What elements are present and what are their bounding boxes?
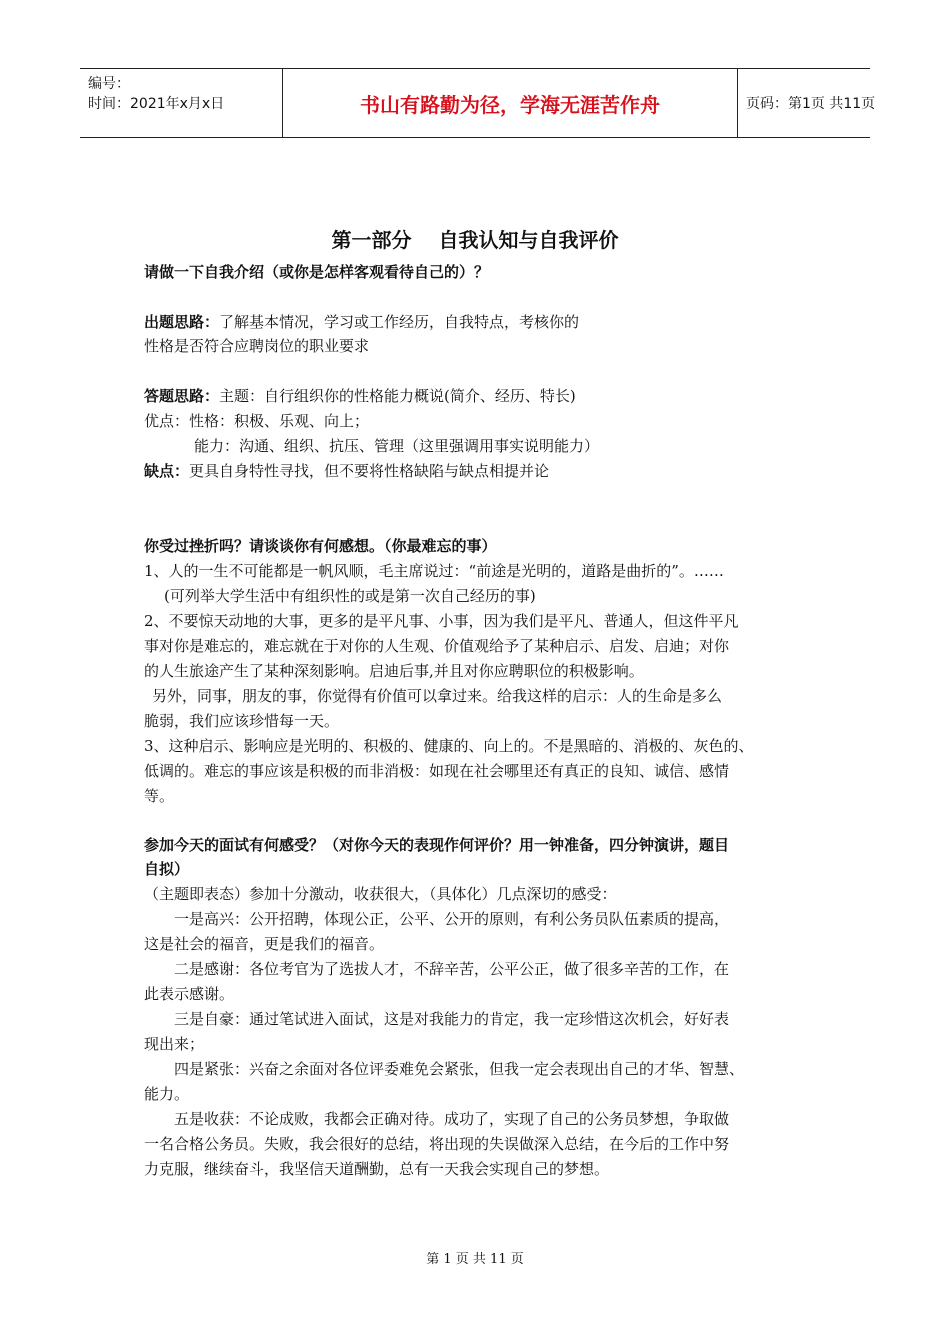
- number-label: 编号：: [88, 76, 130, 92]
- q2-line: 的人生旅途产生了某种深刻影响。启迪后事,并且对你应聘职位的积极影响。: [144, 662, 644, 680]
- q3-line: 五是收获：不论成败，我都会正确对待。成功了，实现了自己的公务员梦想，争取做: [174, 1110, 730, 1128]
- q2-line: 2、不要惊天动地的大事，更多的是平凡事、小事，因为我们是平凡、普通人，但这件平凡: [144, 612, 739, 630]
- q1-answer-text: 主题：自行组织你的性格能力概说(简介、经历、特长): [219, 387, 576, 405]
- q1-pros-line-1: 优点：性格：积极、乐观、向上；: [144, 412, 370, 430]
- date-label: 时间：2021年x月x日: [88, 96, 225, 112]
- q3-line: 三是自豪：通过笔试进入面试，这是对我能力的肯定，我一定珍惜这次机会，好好表: [174, 1010, 730, 1028]
- document-title: 第一部分 自我认知与自我评价: [331, 228, 619, 252]
- q3-line: 一是高兴：公开招聘，体现公正，公平、公开的原则，有利公务员队伍素质的提高，: [174, 910, 730, 928]
- q3-line: 力克服，继续奋斗，我坚信天道酬勤，总有一天我会实现自己的梦想。: [144, 1160, 610, 1178]
- q1-pros-line-2: 能力：沟通、组织、抗压、管理（这里强调用事实说明能力）: [194, 437, 600, 455]
- q1-answer-line: [144, 386, 576, 406]
- header-left-cell: [80, 69, 282, 137]
- q1-idea-text: 了解基本情况，学习或工作经历，自我特点，考核你的: [219, 313, 580, 331]
- q3-line: 这是社会的福音，更是我们的福音。: [144, 935, 385, 953]
- question-3-cont: 自拟）: [144, 860, 190, 878]
- q3-line: 一名合格公务员。失败，我会很好的总结，将出现的失误做深入总结，在今后的工作中努: [144, 1135, 730, 1153]
- q3-line: 此表示感谢。: [144, 985, 235, 1003]
- q1-cons-line: [144, 461, 549, 481]
- q1-cons-label: 缺点：: [144, 462, 190, 480]
- q2-line: 另外，同事，朋友的事，你觉得有价值可以拿过来。给我这样的启示：人的生命是多么: [152, 687, 723, 705]
- header-motto: 书山有路勤为径，学海无涯苦作舟: [282, 69, 738, 137]
- q1-idea-line-2: 性格是否符合应聘岗位的职业要求: [144, 337, 370, 355]
- q2-line: 事对你是难忘的，难忘就在于对你的人生观、价值观给予了某种启示、启发、启迪；对你: [144, 637, 730, 655]
- q3-line: 二是感谢：各位考官为了选拔人才，不辞辛苦，公平公正，做了很多辛苦的工作，在: [174, 960, 730, 978]
- q1-idea-line: [144, 312, 579, 332]
- q3-line: 现出来；: [144, 1035, 205, 1053]
- question-3: 参加今天的面试有何感受？（对你今天的表现作何评价？用一钟准备，四分钟演讲，题目: [144, 836, 730, 854]
- q2-line: 低调的。难忘的事应该是积极的而非消极：如现在社会哪里还有真正的良知、诚信、感情: [144, 762, 730, 780]
- q2-line: 脆弱，我们应该珍惜每一天。: [144, 712, 340, 730]
- question-2: 你受过挫折吗？请谈谈你有何感想。（你最难忘的事）: [144, 537, 497, 555]
- q3-line: （主题即表态）参加十分激动，收获很大，（具体化）几点深切的感受：: [144, 885, 617, 903]
- q3-line: 能力。: [144, 1085, 190, 1103]
- page-header: [80, 68, 876, 138]
- question-1: 请做一下自我介绍（或你是怎样客观看待自己的）？: [144, 263, 490, 281]
- q3-line: 四是紧张：兴奋之余面对各位评委难免会紧张，但我一定会表现出自己的才华、智慧、: [174, 1060, 745, 1078]
- header-page-info: 页码：第1页 共11页: [746, 96, 876, 112]
- page-footer: 第 1 页 共 11 页: [426, 1252, 524, 1267]
- q2-line: (可列举大学生活中有组织性的或是第一次自己经历的事): [164, 587, 536, 605]
- q1-cons-text: 更具自身特性寻找，但不要将性格缺陷与缺点相提并论: [189, 462, 550, 480]
- q1-idea-label: 出题思路：: [144, 313, 220, 331]
- q2-line: 等。: [144, 787, 175, 805]
- q1-answer-label: 答题思路：: [144, 387, 220, 405]
- q2-line: 1、人的一生不可能都是一帆风顺，毛主席说过：“前途是光明的，道路是曲折的”。……: [144, 562, 724, 580]
- q2-line: 3、这种启示、影响应是光明的、积极的、健康的、向上的。不是黑暗的、消极的、灰色的、: [144, 737, 754, 755]
